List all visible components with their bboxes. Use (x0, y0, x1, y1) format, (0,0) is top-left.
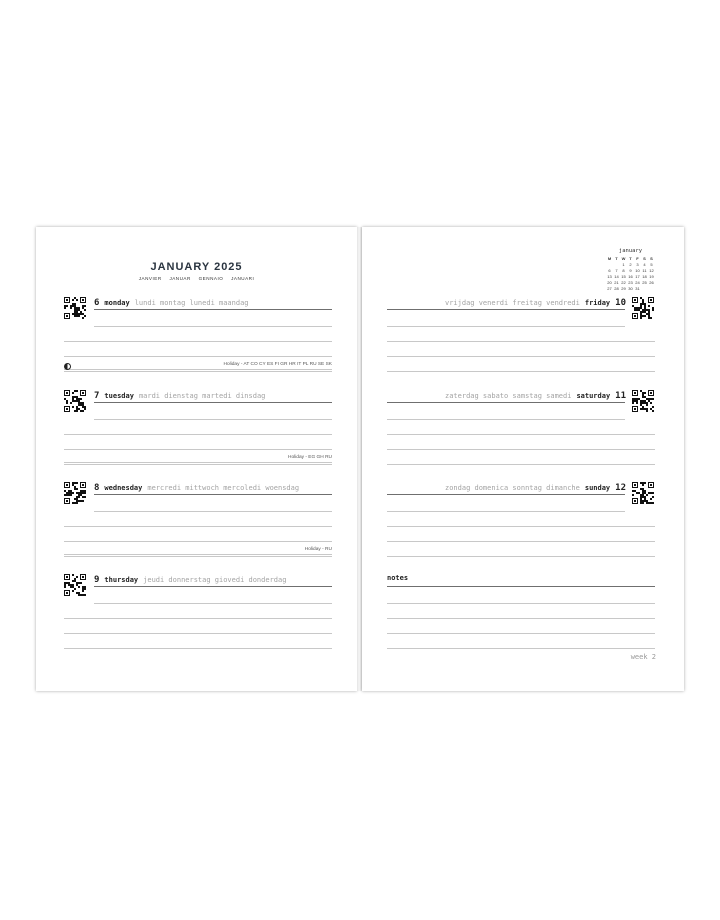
mini-calendar-day: 6 (608, 268, 611, 273)
mini-calendar-day: 17 (635, 274, 640, 279)
mini-calendar-day: 16 (628, 274, 633, 279)
holiday-note: Holiday - EG GH RU (288, 455, 332, 460)
day-translations: zondag domenica sonntag dimanche (445, 484, 580, 492)
week-label: week 2 (630, 653, 656, 661)
month-translation: GENNAIO (198, 276, 224, 281)
writing-line (387, 526, 655, 527)
day-rule (387, 402, 625, 403)
day-number: 8 (94, 483, 100, 493)
writing-line (387, 633, 655, 634)
left-page (36, 227, 357, 691)
mini-calendar-day: 10 (635, 268, 640, 273)
writing-line (387, 603, 655, 604)
mini-calendar-weekday: T (615, 256, 618, 261)
mini-calendar-day: 27 (607, 286, 612, 291)
holiday-line (64, 554, 332, 555)
mini-calendar-day: 26 (649, 280, 654, 285)
day-number: 12 (615, 483, 626, 493)
day-name: saturday (576, 392, 611, 400)
month-translation: JANUARI (231, 276, 255, 281)
qr-code-icon (64, 482, 86, 504)
writing-line (64, 541, 332, 542)
mini-calendar-day: 19 (649, 274, 654, 279)
mini-calendar-day: 15 (621, 274, 626, 279)
mini-calendar-day: 28 (614, 286, 619, 291)
writing-line (387, 434, 655, 435)
writing-line (387, 648, 655, 649)
writing-line (64, 526, 332, 527)
month-translation: JANVIER (138, 276, 162, 281)
notes-label: notes (387, 574, 409, 582)
qr-code-icon (632, 297, 654, 319)
day-name: monday (104, 299, 130, 307)
writing-line (387, 449, 655, 450)
qr-code-icon (64, 390, 86, 412)
day-name: friday (584, 299, 611, 307)
day-rule (94, 586, 332, 587)
right-page (362, 227, 684, 691)
day-name: tuesday (104, 392, 134, 400)
writing-line (64, 648, 332, 649)
writing-line (64, 556, 332, 557)
writing-line (94, 511, 332, 512)
day-translations: mardi dienstag martedi dinsdag (138, 392, 266, 400)
mini-calendar-day: 21 (614, 280, 619, 285)
mini-calendar-day: 1 (622, 262, 625, 267)
mini-calendar-weekday: T (629, 256, 632, 261)
mini-calendar-day: 29 (621, 286, 626, 291)
writing-line (387, 371, 655, 372)
day-translations: mercredi mittwoch mercoledi woensdag (147, 484, 300, 492)
day-translations: lundi montag lunedi maandag (134, 299, 249, 307)
mini-calendar-weekday: S (643, 256, 646, 261)
mini-calendar-day: 25 (642, 280, 647, 285)
day-rule (387, 309, 625, 310)
mini-calendar-day: 7 (615, 268, 618, 273)
writing-line (64, 464, 332, 465)
moon-phase-icon (64, 363, 71, 370)
writing-line (387, 556, 655, 557)
holiday-note: Holiday - RU (304, 547, 332, 552)
writing-line (387, 341, 655, 342)
mini-calendar-weekday: F (636, 256, 639, 261)
writing-line (94, 419, 332, 420)
mini-calendar-day (641, 286, 648, 291)
day-translations: vrijdag venerdi freitag vendredi (445, 299, 580, 307)
mini-calendar (606, 248, 655, 291)
day-name: thursday (104, 576, 139, 584)
writing-line (387, 419, 625, 420)
day-rule (94, 309, 332, 310)
month-title: JANUARY 2025 (150, 261, 243, 273)
day-translations: zaterdag sabato samstag samedi (445, 392, 572, 400)
qr-code-icon (64, 574, 86, 596)
mini-calendar-day: 5 (650, 262, 653, 267)
day-number: 9 (94, 575, 100, 585)
mini-calendar-day: 3 (636, 262, 639, 267)
mini-calendar-day (606, 262, 613, 267)
month-translation: JANUAR (169, 276, 191, 281)
mini-calendar-day: 12 (649, 268, 654, 273)
mini-calendar-day: 23 (628, 280, 633, 285)
mini-calendar-day: 20 (607, 280, 612, 285)
mini-calendar-title: january (618, 248, 643, 254)
qr-code-icon (632, 390, 654, 412)
mini-calendar-day: 8 (622, 268, 625, 273)
writing-line (64, 633, 332, 634)
day-name: wednesday (104, 484, 143, 492)
month-translations (36, 276, 357, 281)
holiday-note: Holiday - AT CO CY ES FI GR HR IT PL RU SE SK (223, 362, 332, 367)
writing-line (387, 356, 655, 357)
writing-line (94, 603, 332, 604)
day-translations: jeudi donnerstag giovedi donderdag (143, 576, 287, 584)
writing-line (387, 618, 655, 619)
mini-calendar-day: 4 (643, 262, 646, 267)
holiday-line (64, 462, 332, 463)
writing-line (387, 464, 655, 465)
mini-calendar-grid (606, 256, 655, 291)
day-number: 11 (615, 391, 626, 401)
mini-calendar-weekday: M (607, 256, 612, 261)
writing-line (64, 449, 332, 450)
notes-rule (387, 586, 655, 587)
mini-calendar-day: 14 (614, 274, 619, 279)
mini-calendar-day: 30 (628, 286, 633, 291)
mini-calendar-day: 9 (629, 268, 632, 273)
mini-calendar-day: 31 (635, 286, 640, 291)
day-number: 7 (94, 391, 100, 401)
mini-calendar-weekday: S (650, 256, 653, 261)
day-rule (94, 494, 332, 495)
day-number: 10 (615, 298, 626, 308)
mini-calendar-day: 2 (629, 262, 632, 267)
day-name: sunday (584, 484, 611, 492)
mini-calendar-day: 22 (621, 280, 626, 285)
day-rule (387, 494, 625, 495)
mini-calendar-day (613, 262, 620, 267)
day-rule (94, 402, 332, 403)
mini-calendar-day (648, 286, 655, 291)
writing-line (94, 326, 332, 327)
writing-line (64, 356, 332, 357)
holiday-line (64, 369, 332, 370)
mini-calendar-day: 13 (607, 274, 612, 279)
qr-code-icon (64, 297, 86, 319)
mini-calendar-day: 18 (642, 274, 647, 279)
writing-line (64, 618, 332, 619)
mini-calendar-day: 24 (635, 280, 640, 285)
day-number: 6 (94, 298, 100, 308)
writing-line (64, 341, 332, 342)
writing-line (387, 541, 655, 542)
qr-code-icon (632, 482, 654, 504)
writing-line (64, 371, 332, 372)
writing-line (64, 434, 332, 435)
mini-calendar-day: 11 (642, 268, 647, 273)
writing-line (387, 511, 625, 512)
mini-calendar-weekday: W (621, 256, 626, 261)
writing-line (387, 326, 625, 327)
